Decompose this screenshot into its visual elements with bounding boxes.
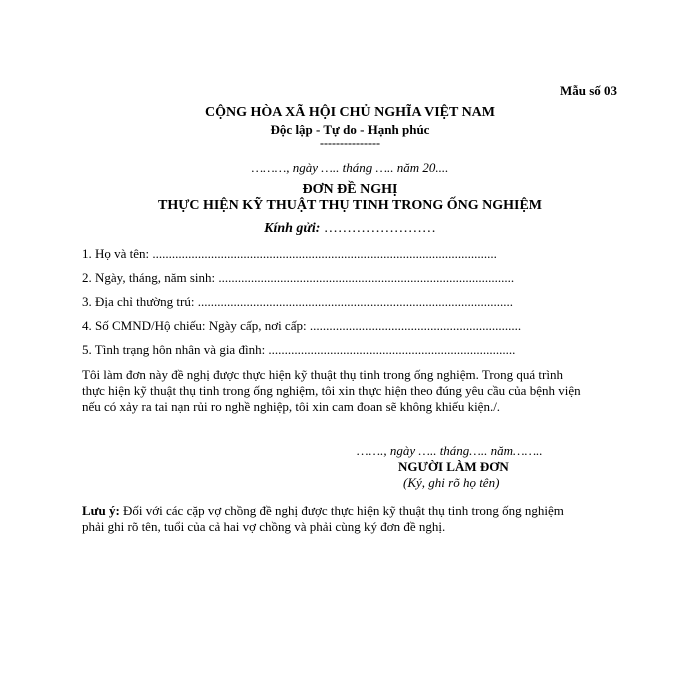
field-date-of-birth: 2. Ngày, tháng, năm sinh: ........................................................................................... [82, 270, 515, 285]
body-text-line: Tôi làm đơn này đề nghị được thực hiện kỹ thuật thụ tinh trong ống nghiệm. Trong quá trình [82, 367, 563, 382]
field-full-name: 1. Họ và tên: .......................................................................................................... [82, 246, 497, 261]
recipient-line [0, 221, 700, 237]
note-label: Lưu ý: [82, 503, 120, 518]
field-permanent-address: 3. Địa chỉ thường trú: ................................................................................................. [82, 294, 513, 309]
field-marital-status: 5. Tình trạng hôn nhân và gia đình: ............................................................................ [82, 342, 516, 357]
document-title: ĐƠN ĐỀ NGHỊ [302, 182, 398, 197]
recipient-label: Kính gửi: [264, 221, 321, 236]
national-title: CỘNG HÒA XÃ HỘI CHỦ NGHĨA VIỆT NAM [204, 105, 495, 120]
signer-title: NGƯỜI LÀM ĐƠN [398, 459, 509, 474]
signature-instruction: (Ký, ghi rõ họ tên) [403, 475, 500, 490]
recipient-value: …………………… [320, 221, 436, 236]
document-subtitle: THỰC HIỆN KỸ THUẬT THỤ TINH TRONG ỐNG NGHIỆM [157, 198, 543, 213]
motto-underline: --------------- [320, 136, 380, 150]
body-text-line: thực hiện kỹ thuật thụ tinh trong ống nghiệm, tôi xin thực hiện theo đúng yêu cầu của bệnh viện [82, 383, 581, 398]
field-id-card: 4. Số CMND/Hộ chiếu: Ngày cấp, nơi cấp: ................................................................. [82, 318, 522, 333]
body-text-line: nếu có xảy ra tai nạn rủi ro nghề nghiệp, tôi xin cam đoan sẽ không khiếu kiện./. [82, 399, 501, 414]
place-date: ………, ngày ….. tháng ….. năm 20.... [251, 160, 449, 175]
signature-date: ……., ngày ….. tháng….. năm…….. [357, 443, 543, 458]
note-line: phải ghi rõ tên, tuổi của cả hai vợ chồng và phải cùng ký đơn đề nghị. [82, 519, 446, 534]
national-motto: Độc lập - Tự do - Hạnh phúc [270, 122, 430, 137]
form-number: Mẫu số 03 [559, 83, 617, 98]
note-text: Đối với các cặp vợ chồng đề nghị được thực hiện kỹ thuật thụ tinh trong ống nghiệm [119, 503, 564, 518]
note-line [82, 503, 564, 519]
